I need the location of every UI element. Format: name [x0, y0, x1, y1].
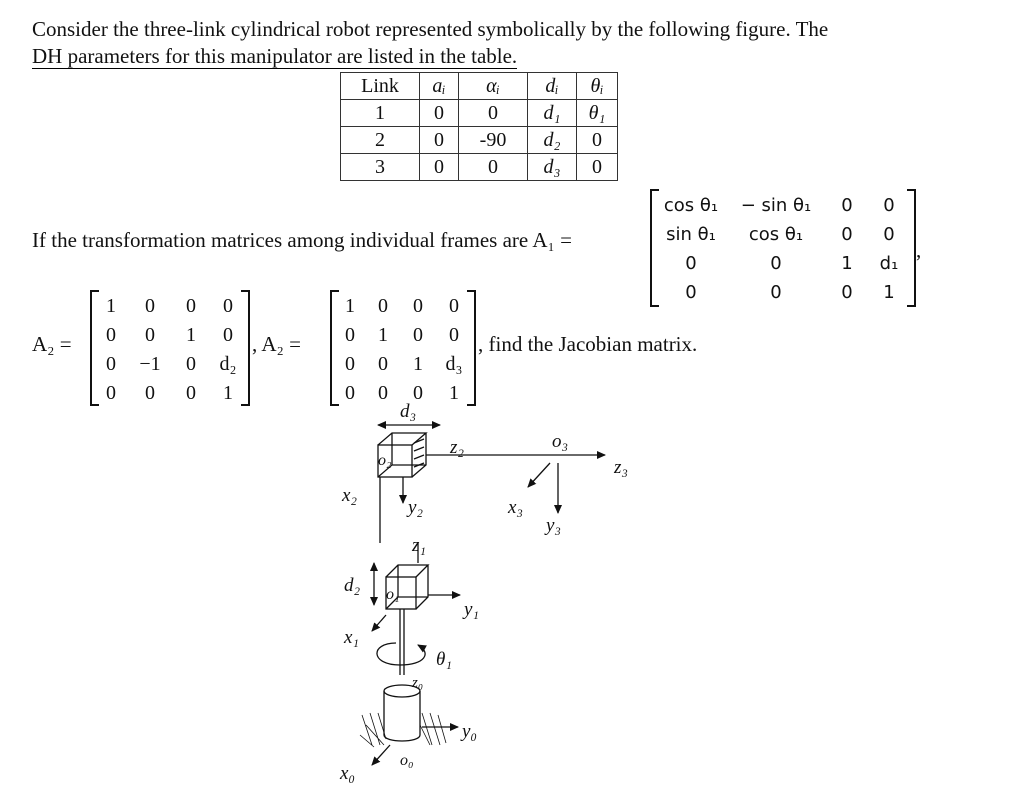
matrix-cell: 0	[883, 224, 895, 245]
matrix-cell: 0	[449, 295, 459, 317]
label-x2: x₂	[342, 485, 358, 506]
label-z0: z₀	[412, 675, 424, 691]
dh-header-d: dᵢ	[528, 73, 577, 100]
question-prefix: If the transformation matrices among individual frames are A₁ =	[32, 228, 572, 252]
matrix-cell: − sin θ₁	[740, 195, 812, 216]
matrix-cell: sin θ₁	[666, 224, 716, 245]
matrix-cell: cos θ₁	[748, 224, 804, 245]
matrix-cell: 0	[186, 382, 196, 404]
matrix-cell: 0	[413, 324, 423, 346]
dh-cell: 1	[341, 100, 420, 127]
label-y0: y₀	[462, 721, 478, 742]
dh-cell: 0	[420, 127, 459, 154]
matrix-cell: 1	[378, 324, 388, 346]
dh-header-a: aᵢ	[420, 73, 459, 100]
dh-cell: 0	[577, 154, 618, 181]
label-x1: x₁	[344, 627, 360, 648]
matrix-cell: 0	[685, 253, 697, 274]
a3-matrix	[330, 290, 476, 406]
dh-cell: -90	[459, 127, 528, 154]
matrix-cell: 0	[378, 382, 388, 404]
a3-label: , A₂ =	[252, 332, 301, 356]
matrix-cell: 0	[145, 295, 155, 317]
question-suffix-text: find the Jacobian matrix.	[488, 332, 698, 356]
matrix-cell: 0	[106, 324, 116, 346]
matrix-cell: 0	[770, 282, 782, 303]
matrix-cell: 0	[841, 282, 853, 303]
label-y3: y₃	[546, 515, 562, 536]
matrix-cell: −1	[139, 353, 161, 375]
matrix-cell: 0	[841, 224, 853, 245]
a1-matrix	[650, 189, 916, 307]
matrix-cell: 0	[345, 353, 355, 375]
matrix-cell: 0	[841, 195, 853, 216]
matrix-cell: 0	[883, 195, 895, 216]
dh-cell: 0	[577, 127, 618, 154]
matrix-cell: 0	[770, 253, 782, 274]
matrix-cell: 1	[186, 324, 196, 346]
robot-figure	[300, 395, 660, 805]
matrix-cell: 0	[223, 324, 233, 346]
label-o0: o₀	[400, 752, 414, 769]
label-o1: o₁	[386, 586, 400, 603]
dh-row-2	[341, 127, 618, 154]
intro-line-1: Consider the three-link cylindrical robot represented symbolically by the following figure. The	[32, 17, 829, 41]
dh-cell: 0	[459, 154, 528, 181]
matrix-cell: 0	[186, 353, 196, 375]
dh-header-theta: θᵢ	[577, 73, 618, 100]
dh-header-row	[341, 73, 618, 100]
x1-axis-arrow	[372, 615, 386, 631]
matrix-cell: d₁	[879, 253, 899, 274]
matrix-cell: 1	[449, 382, 459, 404]
label-o2: o₂	[378, 452, 392, 469]
label-d2: d₂	[344, 575, 361, 596]
dh-row-3	[341, 154, 618, 181]
matrix-cell: 0	[449, 324, 459, 346]
matrix-cell: 0	[106, 353, 116, 375]
a2-label: A₂ =	[32, 332, 72, 356]
dh-cell: 0	[420, 154, 459, 181]
matrix-cell: 0	[223, 295, 233, 317]
dh-cell: 2	[341, 127, 420, 154]
matrix-cell: 1	[223, 382, 233, 404]
theta1-rotation-arrow	[377, 643, 425, 665]
matrix-cell: 1	[106, 295, 116, 317]
a1-comma: ,	[916, 238, 922, 262]
dh-cell: d₁	[528, 100, 577, 127]
label-z1: z₁	[412, 535, 426, 556]
dh-cell: θ₁	[577, 100, 618, 127]
matrix-cell: 0	[186, 295, 196, 317]
matrix-cell: 0	[106, 382, 116, 404]
matrix-cell: 0	[145, 382, 155, 404]
dh-parameter-table	[340, 72, 618, 181]
matrix-cell: 0	[413, 382, 423, 404]
matrix-cell: d₃	[445, 353, 463, 375]
label-x0: x₀	[340, 763, 356, 784]
matrix-cell: cos θ₁	[663, 195, 719, 216]
label-x3: x₃	[508, 497, 524, 518]
matrix-cell: 1	[883, 282, 895, 303]
matrix-cell: 0	[685, 282, 697, 303]
question-suffix: , find the Jacobian matrix.	[478, 332, 698, 356]
x0-axis-arrow	[372, 745, 390, 765]
dh-row-1	[341, 100, 618, 127]
dh-cell: 0	[420, 100, 459, 127]
label-o3: o₃	[552, 431, 569, 452]
matrix-cell: 1	[841, 253, 853, 274]
label-d3: d₃	[400, 401, 417, 422]
dh-cell: 3	[341, 154, 420, 181]
matrix-cell: 0	[345, 324, 355, 346]
matrix-cell: 0	[145, 324, 155, 346]
label-theta1: θ₁	[436, 649, 452, 670]
label-z3: z₃	[614, 457, 628, 478]
dh-cell: 0	[459, 100, 528, 127]
dh-cell: d₂	[528, 127, 577, 154]
matrix-cell: d₂	[219, 353, 237, 375]
dh-header-link: Link	[341, 73, 420, 100]
problem-intro	[32, 16, 992, 70]
label-y2: y₂	[408, 497, 424, 518]
matrix-cell: 0	[378, 295, 388, 317]
dh-cell: d₃	[528, 154, 577, 181]
matrix-cell: 0	[378, 353, 388, 375]
intro-line-2: DH parameters for this manipulator are listed in the table.	[32, 44, 518, 68]
label-z2: z₂	[450, 437, 464, 458]
dh-header-alpha: αᵢ	[459, 73, 528, 100]
matrix-cell: 1	[345, 295, 355, 317]
x3-axis-arrow	[528, 463, 550, 487]
label-y1: y₁	[464, 599, 480, 620]
matrix-cell: 0	[413, 295, 423, 317]
matrix-cell: 1	[413, 353, 423, 375]
base-cylinder-bottom	[384, 735, 420, 741]
matrix-cell: 0	[345, 382, 355, 404]
a2-matrix	[90, 290, 250, 406]
